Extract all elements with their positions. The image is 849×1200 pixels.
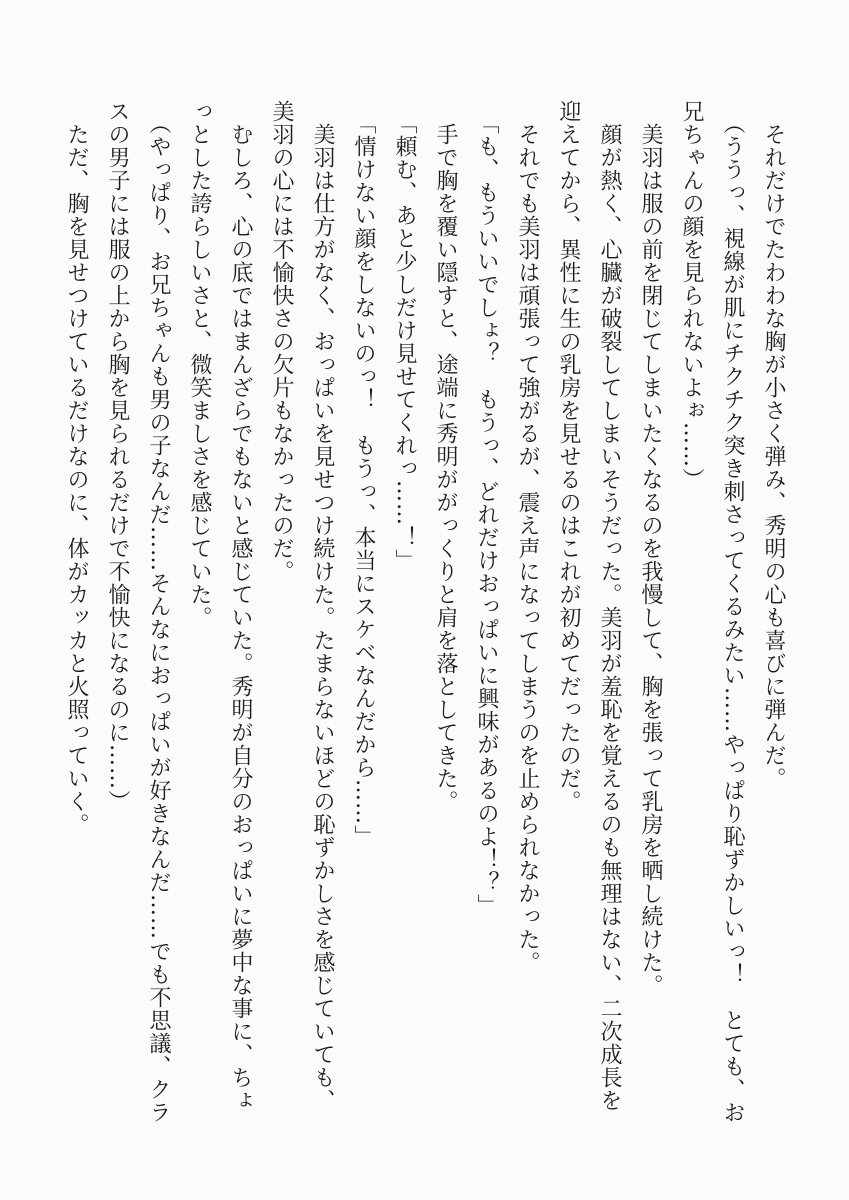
text-column: 迎えてから、異性に生の乳房を見せるのはこれが初めてだったのだ。 <box>556 100 581 813</box>
text-column: 美羽は服の前を閉じてしまいたくなるのを我慢して、胸を張って乳房を晒し続けた。 <box>638 123 663 997</box>
text-column: むしろ、心の底ではまんざらでもないと感じていた。秀明が自分のおっぱいに夢中な事に、ちょ <box>228 123 253 1112</box>
text-column: 「頼む、あと少しだけ見せてくれっ……！」 <box>392 112 417 572</box>
text-column: （ううっ、視線が肌にチクチク突き刺さってくるみたい……やっぱり恥ずかしいっ！ とても、お <box>720 112 745 1124</box>
text-column: それでも美羽は頑張って強がるが、震え声になってしまうのを止められなかった。 <box>515 123 540 974</box>
text-column: 美羽の心には不愉快さの欠片もなかったのだ。 <box>269 100 294 583</box>
text-column: スの男子には服の上から胸を見られるだけで不愉快になるのに……） <box>105 100 130 813</box>
text-column: それだけでたわわな胸が小さく弾み、秀明の心も喜びに弾んだ。 <box>761 123 786 790</box>
text-column: 「情けない顔をしないのっ！ もうっ、本当にスケベなんだから……」 <box>351 112 376 848</box>
text-column: ただ、胸を見せつけているだけなのに、体がカッカと火照っていく。 <box>64 123 89 836</box>
text-column: っとした誇らしいさと、微笑ましさを感じていた。 <box>187 100 212 629</box>
text-column: 手で胸を覆い隠すと、途端に秀明ががっくりと肩を落としてきた。 <box>433 123 458 813</box>
vertical-text-block <box>54 100 794 1140</box>
text-column: 美羽は仕方がなく、おっぱいを見せつけ続けた。たまらないほどの恥ずかしさを感じていても、 <box>310 123 335 1112</box>
text-column: （やっぱり、お兄ちゃんも男の子なんだ……そんなにおっぱいが好きなんだ……でも不思議、クラ <box>146 112 171 1124</box>
text-column: 「も、もういいでしょ？ もうっ、どれだけおっぱいに興味があるのよ！？」 <box>474 112 499 917</box>
text-column: 顔が熱く、心臓が破裂してしまいそうだった。美羽が羞恥を覚えるのも無理はない、二次成長を <box>597 123 622 1112</box>
text-column: 兄ちゃんの顔を見られないよぉ……） <box>679 100 704 491</box>
